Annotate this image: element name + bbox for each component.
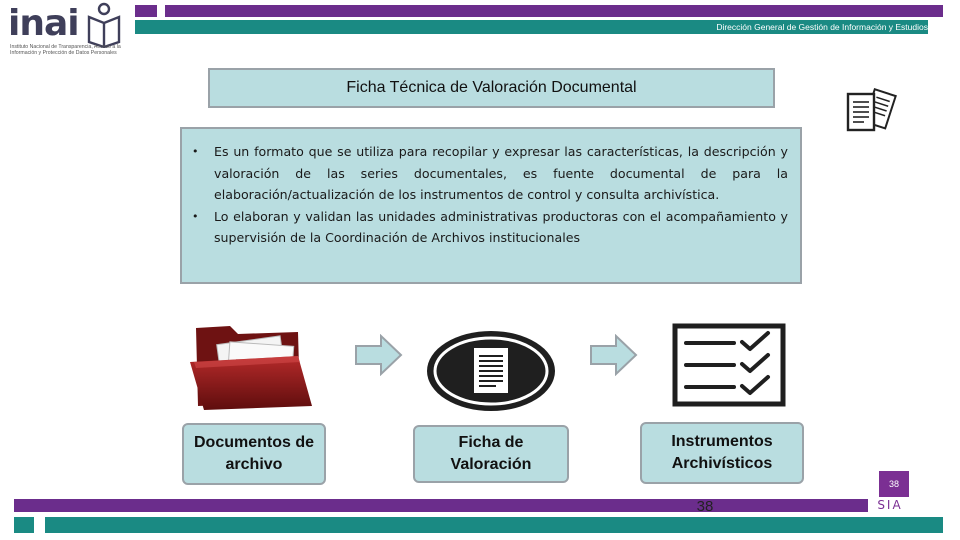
flow-step-instrumentos: Instrumentos Archivísticos bbox=[640, 422, 804, 484]
red-folder-icon bbox=[186, 322, 318, 410]
slide-title: Ficha Técnica de Valoración Documental bbox=[208, 68, 775, 108]
header-bar-top bbox=[165, 5, 943, 17]
page-number: 38 bbox=[696, 498, 714, 515]
flow-step-ficha: Ficha de Valoración bbox=[413, 425, 569, 483]
page-badge: 38 bbox=[878, 470, 910, 498]
flow-step-documentos: Documentos de archivo bbox=[182, 423, 326, 485]
bullet-item: • Lo elaboran y validan las unidades administrativas productoras con el acompañamiento y supervisión de la Coordinación de Archivos institucionales bbox=[190, 206, 788, 249]
footer-bar-teal-small bbox=[14, 517, 34, 533]
document-circle-icon bbox=[424, 328, 558, 414]
sia-label: SIA bbox=[877, 498, 903, 512]
footer-bar-teal bbox=[45, 517, 943, 533]
logo-subtitle: Instituto Nacional de Transparencia, Acceso a la Información y Protección de Datos Personales bbox=[10, 44, 121, 56]
header-department-text: Dirección General de Gestión de Información y Estudios bbox=[716, 22, 928, 32]
arrow-right-icon bbox=[355, 334, 403, 376]
header-bar-left-accent bbox=[135, 5, 157, 17]
logo-word: inai bbox=[8, 3, 79, 44]
bullet-item: • Es un formato que se utiliza para recopilar y expresar las características, la descripción y valoración de las series documentales, es fuente documental de para la elaboración/actualización de los instrumentos de control y consulta archivística. bbox=[190, 141, 788, 206]
documents-icon bbox=[842, 84, 900, 140]
description-box bbox=[180, 127, 802, 284]
footer-bar-purple bbox=[14, 499, 868, 512]
checklist-icon bbox=[672, 323, 786, 407]
logo-book-person-icon bbox=[86, 2, 122, 48]
arrow-right-icon bbox=[590, 334, 638, 376]
